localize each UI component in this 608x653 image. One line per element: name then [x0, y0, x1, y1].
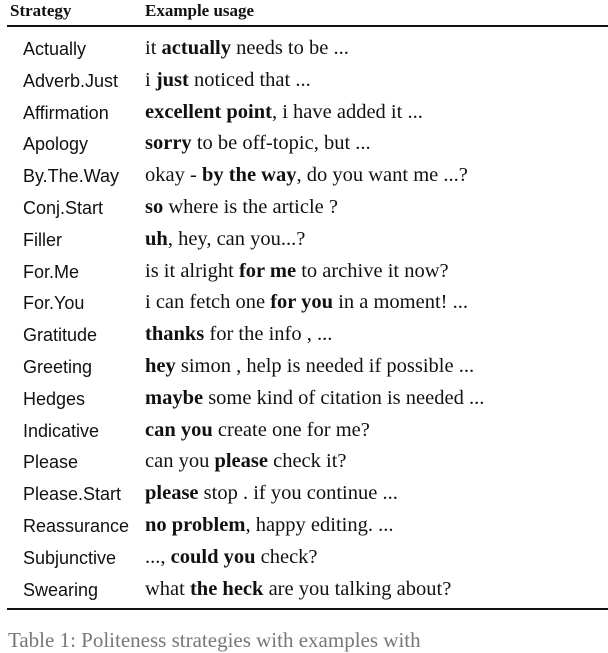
example-text: noticed that ... — [188, 68, 311, 91]
table-row — [0, 259, 608, 294]
example-text: it — [145, 37, 162, 59]
strategy-cell: Subjunctive — [23, 547, 117, 568]
table-caption: Table 1: Politeness strategies with examples with — [8, 628, 421, 652]
highlighted-phrase: so — [145, 196, 164, 218]
example-text: , i have added it ... — [271, 100, 423, 123]
table-row — [0, 545, 608, 580]
table-row — [0, 418, 608, 453]
example-text: check? — [255, 545, 318, 568]
bottom-rule — [7, 608, 608, 610]
example-text: are you talking about? — [263, 577, 452, 600]
example-text: in a moment! ... — [333, 291, 468, 314]
example-text: check it? — [267, 450, 347, 473]
highlighted-phrase: can you — [145, 418, 213, 441]
highlighted-phrase: thanks — [145, 323, 205, 346]
strategy-cell: For.Me — [23, 261, 80, 282]
example-text: can you — [145, 450, 215, 473]
example-cell — [145, 419, 370, 442]
strategy-cell: For.You — [23, 293, 85, 314]
table-row — [0, 452, 608, 484]
example-cell — [145, 514, 393, 537]
example-text: where is the article ? — [163, 196, 338, 218]
highlighted-phrase: uh — [145, 227, 168, 250]
highlighted-phrase: could you — [170, 545, 256, 568]
highlighted-phrase: just — [155, 68, 189, 91]
example-cell — [145, 37, 349, 60]
example-text: is it alright — [145, 259, 239, 282]
example-cell — [145, 101, 423, 124]
strategy-cell: Filler — [23, 229, 62, 250]
example-text: , happy editing. ... — [245, 514, 394, 536]
table-row — [0, 357, 608, 389]
strategy-cell: Gratitude — [23, 325, 98, 346]
example-cell — [145, 482, 398, 505]
strategy-cell: Please.Start — [23, 484, 122, 505]
example-cell — [145, 323, 332, 346]
example-cell — [145, 164, 468, 187]
table-row — [0, 293, 608, 325]
example-cell — [145, 69, 311, 92]
highlighted-phrase: hey — [145, 355, 176, 377]
example-cell — [145, 546, 318, 569]
example-cell — [145, 355, 474, 378]
strategy-cell: Reassurance — [23, 516, 130, 536]
highlighted-phrase: please — [214, 450, 268, 473]
example-cell — [145, 387, 484, 410]
table-row — [0, 198, 608, 230]
strategy-cell: Greeting — [23, 357, 93, 377]
highlighted-phrase: the heck — [189, 577, 264, 600]
example-text: simon , help is needed if possible ... — [175, 355, 475, 377]
example-text: okay - — [145, 164, 202, 187]
example-text: needs to be ... — [231, 37, 349, 59]
strategy-cell: Actually — [23, 39, 87, 59]
highlighted-phrase: please — [145, 482, 199, 505]
example-text: , do you want me ...? — [296, 164, 468, 187]
strategy-cell: Adverb.Just — [23, 70, 119, 91]
table-row — [0, 166, 608, 198]
example-text: i can fetch one — [145, 291, 271, 314]
table-header-example: Example usage — [145, 1, 255, 20]
strategy-cell: Affirmation — [23, 102, 109, 123]
table-row — [0, 325, 608, 357]
strategy-cell: Hedges — [23, 388, 86, 409]
example-cell — [145, 260, 449, 283]
example-text: for the info , ... — [204, 323, 333, 346]
highlighted-phrase: maybe — [145, 386, 204, 409]
strategy-cell: By.The.Way — [23, 166, 120, 187]
example-text: create one for me? — [212, 418, 370, 441]
table-row — [0, 134, 608, 166]
strategy-cell: Apology — [23, 134, 89, 155]
example-text: stop . if you continue ... — [198, 482, 398, 505]
example-text: i — [145, 68, 156, 91]
table-header-strategy: Strategy — [10, 1, 72, 20]
highlighted-phrase: for you — [270, 291, 334, 314]
strategy-cell: Swearing — [23, 579, 99, 600]
highlighted-phrase: actually — [161, 37, 231, 59]
highlighted-phrase: excellent point — [145, 100, 272, 123]
table-row — [0, 68, 608, 103]
example-cell — [145, 196, 338, 219]
table-row — [0, 577, 608, 612]
table-row — [0, 386, 608, 421]
example-cell — [145, 450, 347, 473]
top-rule — [7, 25, 608, 27]
table-row — [0, 39, 608, 71]
strategy-cell: Indicative — [23, 420, 100, 441]
table-row — [0, 484, 608, 516]
example-cell — [145, 291, 468, 314]
example-text: ..., — [145, 545, 171, 568]
table-row — [0, 227, 608, 262]
example-text: to archive it now? — [296, 259, 449, 282]
strategy-cell: Please — [23, 452, 79, 473]
example-text: some kind of citation is needed ... — [203, 386, 485, 409]
example-text: what — [145, 577, 190, 600]
example-text: to be off-topic, but ... — [191, 132, 371, 155]
example-text: , hey, can you...? — [167, 227, 306, 250]
example-cell — [145, 228, 305, 251]
highlighted-phrase: no problem — [145, 514, 246, 536]
table-row — [0, 100, 608, 135]
example-cell — [145, 132, 371, 155]
highlighted-phrase: by the way — [201, 164, 297, 187]
table-row — [0, 516, 608, 548]
highlighted-phrase: for me — [238, 259, 297, 282]
highlighted-phrase: sorry — [145, 132, 192, 155]
example-cell — [145, 578, 451, 601]
strategy-cell: Conj.Start — [23, 198, 104, 218]
